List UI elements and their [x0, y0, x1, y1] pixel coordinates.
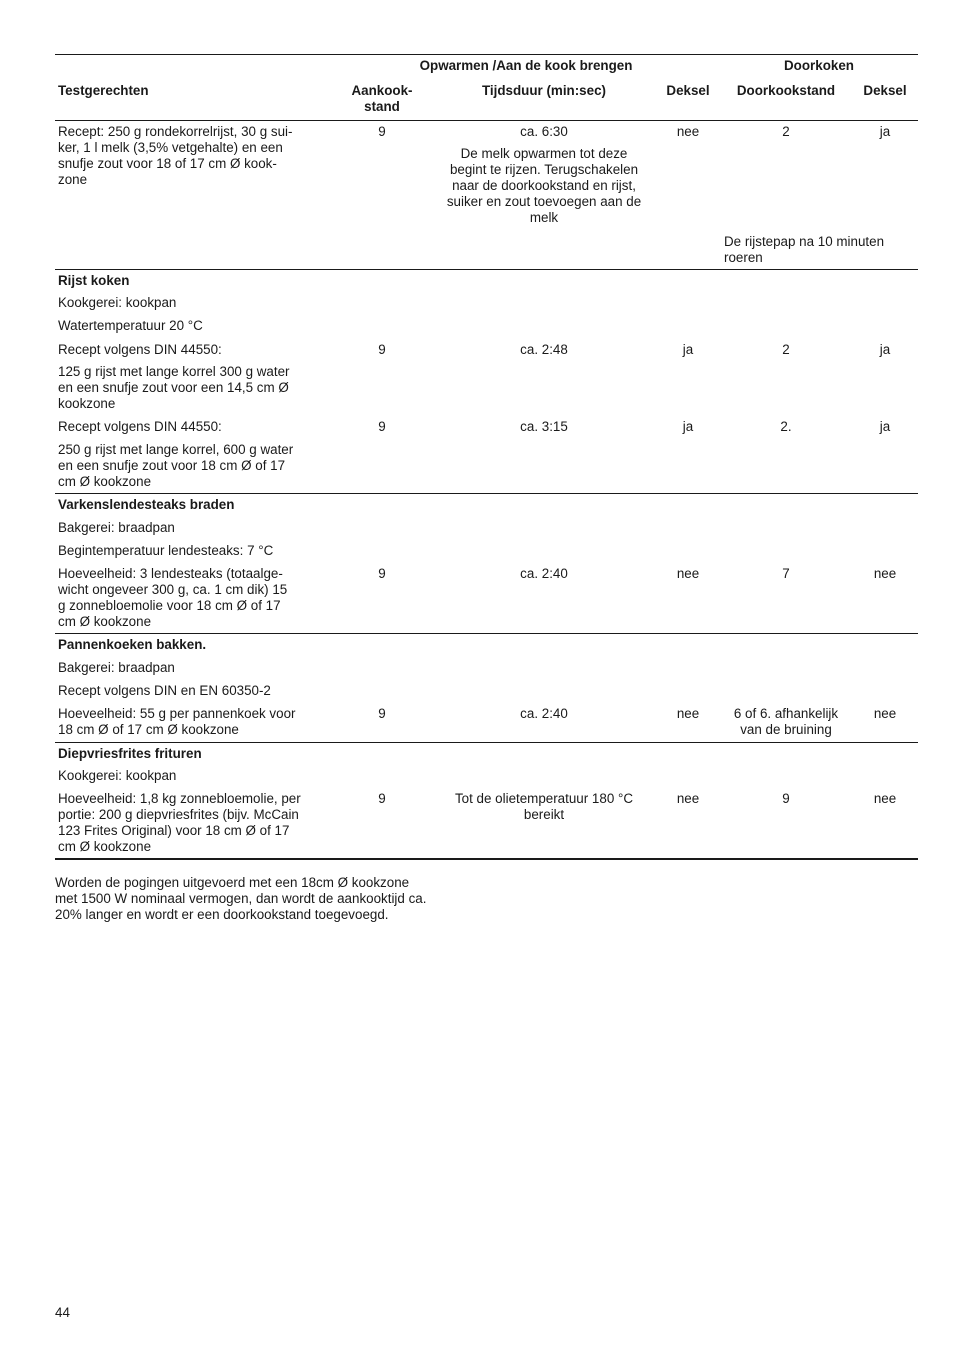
deksel-1-value: nee — [676, 706, 700, 721]
table-top-rule — [55, 54, 918, 55]
deksel-2-value: nee — [873, 706, 897, 721]
section-rule — [55, 742, 918, 743]
recipe-detail: 250 g rijst met lange korrel, 600 g water en een snufje zout voor 18 cm Ø of 17 cm Ø kookzone — [58, 442, 294, 489]
col-doorkookstand: Doorkookstand — [736, 83, 836, 98]
col-deksel-2: Deksel — [863, 83, 907, 98]
doorkookstand-value: 2. — [780, 419, 792, 434]
cookware: Kookgerei: kookpan — [58, 295, 177, 310]
deksel-1-value: ja — [682, 342, 694, 357]
amount-text: Hoeveelheid: 3 lendesteaks (totaalge- wicht ongeveer 300 g, ca. 1 cm dik) 15 g zonnebloemolie voor 18 cm Ø of 17 cm Ø kookzone — [58, 566, 288, 629]
doorkookstand-value: 9 — [782, 791, 790, 806]
section-title: Pannenkoeken bakken. — [58, 637, 207, 652]
header-rule — [55, 120, 918, 121]
deksel-1-value: ja — [682, 419, 694, 434]
temperature: Begintemperatuur lendesteaks: 7 °C — [58, 543, 274, 558]
aankookstand-value: 9 — [378, 566, 386, 581]
recipe-label: Recept volgens DIN en EN 60350-2 — [58, 683, 271, 698]
deksel-1-value: nee — [676, 124, 700, 139]
recipe-label: Recept volgens DIN 44550: — [58, 342, 222, 357]
page-number: 44 — [55, 1305, 70, 1320]
deksel-1-value: nee — [676, 566, 700, 581]
cookware: Bakgerei: braadpan — [58, 520, 175, 535]
deksel-2-value: ja — [879, 342, 891, 357]
deksel-1-value: nee — [676, 791, 700, 806]
instruction-note: De melk opwarmen tot deze begint te rijzen. Terugschakelen naar de doorkookstand en rijst, suiker en zout toevoegen aan de melk — [446, 146, 642, 225]
recipe-text: Recept: 250 g rondekorrelrijst, 30 g sui- ker, 1 l melk (3,5% vetgehalte) en een snufje zout voor 18 of 17 cm Ø kook- zone — [58, 124, 293, 187]
deksel-2-value: nee — [873, 791, 897, 806]
tijdsduur-value: ca. 3:15 — [520, 419, 568, 434]
tijdsduur-value: Tot de olietemperatuur 180 °C bereikt — [454, 791, 634, 822]
aankookstand-value: 9 — [378, 791, 386, 806]
col-testgerechten: Testgerechten — [58, 83, 149, 98]
doorkookstand-value: 2 — [782, 342, 790, 357]
col-aankookstand: Aankook- stand — [351, 83, 413, 114]
stir-note: De rijstepap na 10 minuten roeren — [724, 234, 885, 265]
table-bottom-rule — [55, 858, 918, 860]
section-title: Varkenslendesteaks braden — [58, 497, 235, 512]
tijdsduur-value: ca. 6:30 — [520, 124, 568, 139]
deksel-2-value: nee — [873, 566, 897, 581]
group-doorkoken: Doorkoken — [784, 58, 854, 73]
cookware: Bakgerei: braadpan — [58, 660, 175, 675]
aankookstand-value: 9 — [378, 342, 386, 357]
section-title: Rijst koken — [58, 273, 130, 288]
section-rule — [55, 633, 918, 634]
tijdsduur-value: ca. 2:40 — [520, 566, 568, 581]
table-footnote: Worden de pogingen uitgevoerd met een 18cm Ø kookzone met 1500 W nominaal vermogen, dan wordt de aankooktijd ca. 20% langer en wordt er een doorkookstand toegevoegd. — [55, 875, 427, 922]
amount-text: Hoeveelheid: 1,8 kg zonnebloemolie, per portie: 200 g diepvriesfrites (bijv. McCain 123 Frites Original) voor 18 cm Ø of 17 cm Ø kookzone — [58, 791, 301, 854]
doorkookstand-value: 7 — [782, 566, 790, 581]
deksel-2-value: ja — [879, 124, 891, 139]
section-rule — [55, 493, 918, 494]
col-tijdsduur: Tijdsduur (min:sec) — [481, 83, 606, 98]
deksel-2-value: ja — [879, 419, 891, 434]
doorkookstand-value: 6 of 6. afhankelijk van de bruining — [733, 706, 839, 737]
tijdsduur-value: ca. 2:48 — [520, 342, 568, 357]
aankookstand-value: 9 — [378, 706, 386, 721]
amount-text: Hoeveelheid: 55 g per pannenkoek voor 18 cm Ø of 17 cm Ø kookzone — [58, 706, 296, 737]
aankookstand-value: 9 — [378, 419, 386, 434]
group-opwarmen: Opwarmen /Aan de kook brengen — [419, 58, 633, 73]
recipe-label: Recept volgens DIN 44550: — [58, 419, 222, 434]
section-title: Diepvriesfrites frituren — [58, 746, 202, 761]
recipe-detail: 125 g rijst met lange korrel 300 g water en een snufje zout voor een 14,5 cm Ø kookzone — [58, 364, 290, 411]
section-rule — [55, 269, 918, 270]
temperature: Watertemperatuur 20 °C — [58, 318, 203, 333]
doorkookstand-value: 2 — [782, 124, 790, 139]
tijdsduur-value: ca. 2:40 — [520, 706, 568, 721]
aankookstand-value: 9 — [378, 124, 386, 139]
cookware: Kookgerei: kookpan — [58, 768, 177, 783]
col-deksel-1: Deksel — [666, 83, 710, 98]
